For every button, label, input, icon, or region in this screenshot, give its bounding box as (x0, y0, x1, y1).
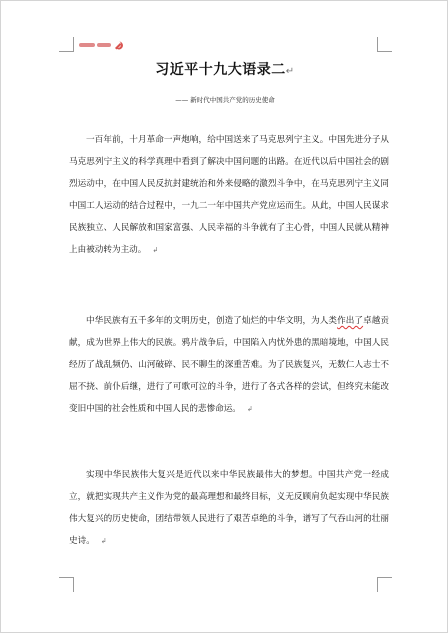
logo-bar-right (97, 43, 111, 47)
party-emblem-icon (113, 39, 125, 51)
document-subtitle: —— 新时代中国共产党的历史使命 (175, 96, 275, 104)
crop-mark-bottom-right (377, 577, 392, 592)
title-text: 习近平十九大语录二 (155, 62, 286, 78)
paragraph-mark-icon: ↲ (246, 405, 253, 413)
header-logo (79, 39, 129, 51)
document-title (1, 59, 448, 79)
spellcheck-flagged-text: 作出了 (337, 316, 364, 326)
paragraph-text: 一百年前，十月革命一声炮响，给中国送来了马克思列宁主义。中国先进分子从马克思列宁主义的科学真理中看到了解决中国问题的出路。在近代以后中国社会的剧烈运动中，在中国人民反抗封建统治和外来侵略的激烈斗争中，在马克思列宁主义同中国工人运动的结合过程中，一九二一年中国共产党应运而生。从此，中国人民谋求民族独立、人民解放和国家富强、人民幸福的斗争就有了主心骨，中国人民就从精神上由被动转为主动。 (69, 135, 389, 255)
crop-mark-bottom-left (59, 577, 74, 592)
paragraph-text: 中华民族有五千多年的文明历史，创造了灿烂的中华文明，为人类 (86, 316, 338, 326)
body-paragraph (69, 310, 389, 420)
return-arrow-icon: ↵ (285, 66, 295, 77)
logo-bar-left (79, 43, 95, 47)
crop-mark-top-right (377, 37, 392, 52)
body-paragraph (69, 464, 389, 552)
paragraph-text: 实现中华民族伟大复兴是近代以来中华民族最伟大的梦想。中国共产党一经成立，就把实现共产主义作为党的最高理想和最终目标，义无反顾肩负起实现中华民族伟大复兴的历史使命，团结带领人民进行了艰苦卓绝的斗争，谱写了气吞山河的壮丽史诗。 (69, 470, 389, 546)
paragraph-text: 卓越贡献，成为世界上伟大的民族。鸦片战争后，中国陷入内忧外患的黑暗境地，中国人民经历了战乱频仍、山河破碎、民不聊生的深重苦难。为了民族复兴，无数仁人志士不屈不挠、前仆后继，进行了可歌可泣的斗争，进行了各式各样的尝试，但终究未能改变旧中国的社会性质和中国人民的悲惨命运。 (69, 316, 389, 414)
paragraph-mark-icon: ↲ (152, 246, 159, 254)
crop-mark-top-left (59, 37, 74, 52)
paragraph-mark-icon: ↲ (100, 537, 107, 545)
body-paragraph (69, 129, 389, 261)
